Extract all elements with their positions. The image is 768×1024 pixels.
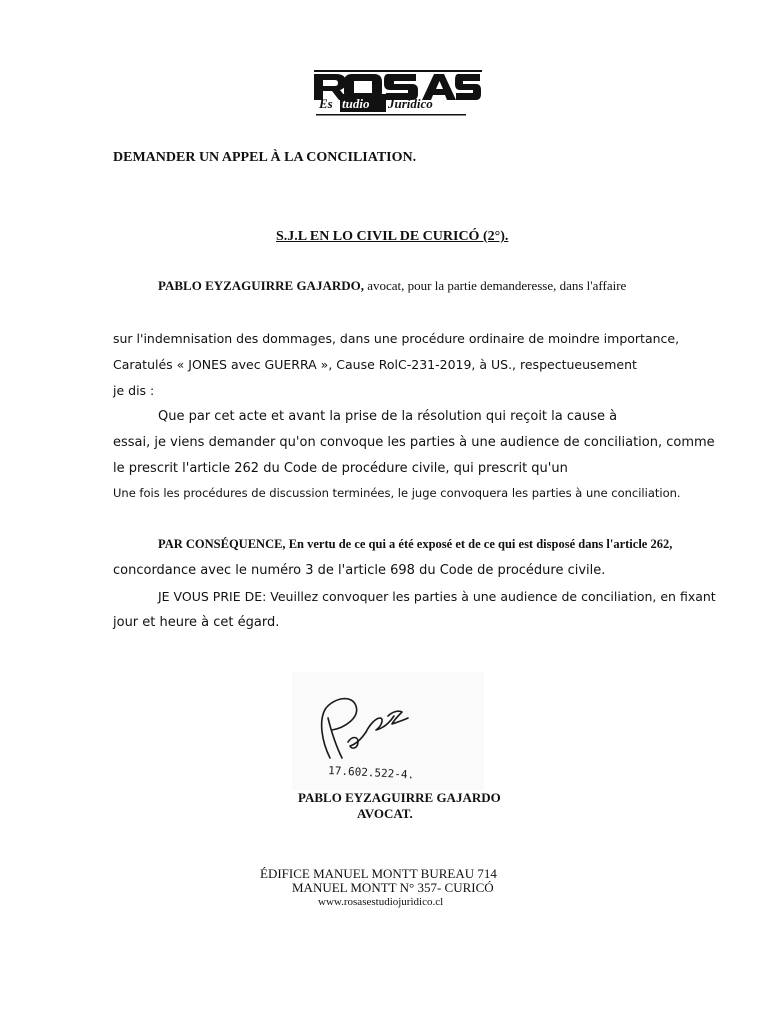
svg-text:tudio: tudio	[342, 96, 370, 111]
para1-line4: je dis :	[113, 383, 155, 398]
signatory-role: AVOCAT.	[357, 806, 413, 821]
logo-subtitle-text: Es	[319, 96, 333, 111]
signatory-name: PABLO EYZAGUIRRE GAJARDO	[298, 790, 501, 805]
para1-line3: Caratulés « JONES avec GUERRA », Cause RolC-231-2019, à US., respectueusement	[113, 357, 637, 372]
para1-line1: PABLO EYZAGUIRRE GAJARDO, avocat, pour la partie demanderesse, dans l'affaire	[158, 278, 627, 293]
footer-website: www.rosasestudiojuridico.cl	[318, 896, 444, 908]
para2-line3: le prescrit l'article 262 du Code de procédure civile, qui prescrit qu'un	[113, 461, 568, 476]
para3-line2: concordance avec le numéro 3 de l'article 698 du Code de procédure civile.	[113, 563, 606, 578]
para3-line3: JE VOUS PRIE DE: Veuillez convoquer les parties à une audience de conciliation, en fixant	[158, 589, 716, 604]
footer-address-line1: ÉDIFICE MANUEL MONTT BUREAU 714	[260, 866, 497, 881]
footer-address-line2: MANUEL MONTT N° 357- CURICÓ	[292, 880, 494, 895]
para2-line1: Que par cet acte et avant la prise de la résolution qui reçoit la cause à	[158, 409, 618, 424]
firm-logo	[286, 50, 486, 122]
para3-line1: PAR CONSÉQUENCE, En vertu de ce qui a été exposé et de ce qui est disposé dans l'article 262,	[158, 537, 673, 551]
para3-line4: jour et heure à cet égard.	[113, 615, 280, 630]
document-heading: DEMANDER UN APPEL À LA CONCILIATION.	[113, 150, 417, 165]
para2-line4: Une fois les procédures de discussion terminées, le juge convoquera les parties à une conciliation.	[113, 486, 681, 500]
svg-text:Juridico: Juridico	[388, 96, 433, 111]
para1-line2: sur l'indemnisation des dommages, dans une procédure ordinaire de moindre importance,	[113, 331, 680, 346]
party-name: PABLO EYZAGUIRRE GAJARDO,	[158, 278, 364, 293]
handwritten-signature	[292, 672, 484, 790]
para2-line2: essai, je viens demander qu'on convoque les parties à une audience de conciliation, comme	[113, 435, 715, 450]
court-line: S.J.L EN LO CIVIL DE CURICÓ (2°).	[276, 229, 509, 244]
conclusion-lead: PAR CONSÉQUENCE,	[158, 537, 286, 551]
signature-id-text: 17.602.522-4.	[327, 764, 415, 782]
